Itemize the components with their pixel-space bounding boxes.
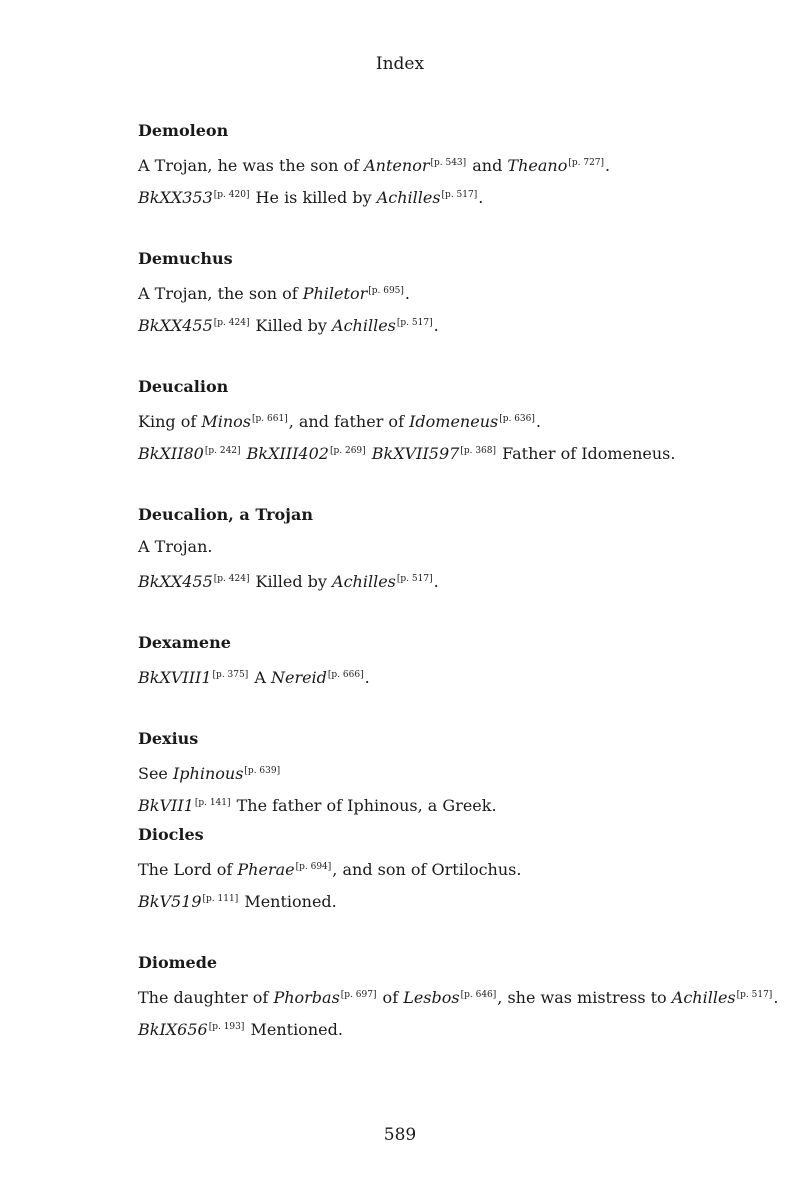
- page-reference: [p. 636]: [499, 414, 535, 424]
- page-reference: [p. 639]: [244, 766, 281, 776]
- entry-text: A Trojan, he was the son of: [138, 156, 365, 175]
- entry-text: A: [249, 668, 271, 687]
- entry-text: King of: [138, 412, 202, 431]
- page-reference: [p. 424]: [213, 318, 250, 328]
- cross-reference-link[interactable]: BkXX353: [138, 188, 213, 207]
- entry-line: [138, 535, 758, 559]
- entry-title: Demuchus: [138, 249, 233, 268]
- cross-reference-link[interactable]: Achilles: [376, 188, 441, 207]
- page-reference: [p. 517]: [736, 990, 773, 1000]
- entry-text: , and father of: [288, 412, 410, 431]
- cross-reference-link[interactable]: BkIX656: [138, 1020, 208, 1039]
- entry-text: .: [433, 316, 439, 335]
- cross-reference-link[interactable]: Antenor: [364, 156, 430, 175]
- cross-reference-link[interactable]: Idomeneus: [409, 412, 499, 431]
- page-reference: [p. 517]: [396, 318, 433, 328]
- entry-text: The father of Iphinous, a Greek.: [231, 796, 497, 815]
- cross-reference-link[interactable]: BkXVIII1: [138, 668, 212, 687]
- page-reference: [p. 375]: [212, 670, 249, 680]
- cross-reference-link[interactable]: Lesbos: [403, 988, 460, 1007]
- entry-title: Deucalion: [138, 377, 229, 396]
- cross-reference-link[interactable]: Pherae: [237, 860, 295, 879]
- page-reference: [p. 141]: [194, 798, 231, 808]
- page-reference: [p. 269]: [329, 446, 366, 456]
- cross-reference-link[interactable]: Philetor: [302, 284, 368, 303]
- page-reference: [p. 517]: [441, 190, 478, 200]
- cross-reference-link[interactable]: BkVII1: [138, 796, 194, 815]
- entry-text: He is killed by: [250, 188, 377, 207]
- index-entry: [138, 247, 758, 375]
- entry-line: [138, 151, 758, 175]
- entry-text: .: [404, 284, 410, 303]
- entry-text: Killed by: [250, 316, 333, 335]
- page-reference: [p. 193]: [208, 1022, 245, 1032]
- running-header: Index: [375, 54, 425, 74]
- cross-reference-link[interactable]: Nereid: [270, 668, 327, 687]
- entry-text: Mentioned.: [245, 1020, 343, 1039]
- entry-text: A Trojan.: [138, 537, 213, 556]
- page-reference: [p. 424]: [213, 574, 250, 584]
- entry-line: [138, 279, 758, 303]
- cross-reference-link[interactable]: Minos: [201, 412, 251, 431]
- entry-title: Dexamene: [138, 633, 231, 652]
- page-reference: [p. 666]: [327, 670, 364, 680]
- page-reference: [p. 420]: [213, 190, 250, 200]
- cross-reference-link[interactable]: Theano: [507, 156, 568, 175]
- cross-reference-link[interactable]: BkXII80: [138, 444, 204, 463]
- entry-title: Diocles: [138, 825, 204, 844]
- entry-text: The Lord of: [138, 860, 238, 879]
- page-reference: [p. 517]: [396, 574, 433, 584]
- index-entry: [138, 631, 758, 727]
- index-entry: [138, 375, 758, 503]
- entry-text: and: [467, 156, 508, 175]
- entry-text: .: [364, 668, 370, 687]
- index-entry: [138, 727, 758, 823]
- entry-line: [138, 855, 758, 879]
- entry-text: A Trojan, the son of: [138, 284, 303, 303]
- entry-text: .: [605, 156, 611, 175]
- entry-title: Deucalion, a Trojan: [138, 505, 313, 524]
- cross-reference-link[interactable]: BkXIII402: [246, 444, 329, 463]
- page-reference: [p. 727]: [568, 158, 605, 168]
- cross-reference-link[interactable]: Achilles: [332, 572, 396, 591]
- cross-reference-link[interactable]: Achilles: [332, 316, 396, 335]
- entry-title: Dexius: [138, 729, 199, 748]
- entry-line: [138, 183, 758, 207]
- cross-reference-link[interactable]: BkXX455: [138, 316, 213, 335]
- entry-line: [138, 407, 758, 431]
- cross-reference-link[interactable]: BkXX455: [138, 572, 213, 591]
- entry-text: Mentioned.: [239, 892, 337, 911]
- cross-reference-link[interactable]: BkXVII597: [371, 444, 460, 463]
- entry-line: [138, 439, 758, 463]
- page-reference: [p. 111]: [202, 894, 239, 904]
- page-reference: [p. 661]: [252, 414, 288, 424]
- index-entry: [138, 503, 758, 631]
- entry-line: [138, 1015, 758, 1039]
- entry-text: .: [535, 412, 541, 431]
- page-number: 589: [383, 1125, 417, 1145]
- index-entries: [138, 119, 779, 1079]
- cross-reference-link[interactable]: Iphinous: [172, 764, 244, 783]
- index-entry: [138, 951, 779, 1079]
- page-reference: [p. 242]: [204, 446, 241, 456]
- entry-text: .: [773, 988, 779, 1007]
- entry-line: [138, 759, 758, 783]
- page-reference: [p. 646]: [460, 990, 497, 1000]
- page-reference: [p. 697]: [340, 990, 377, 1000]
- entry-text: The daughter of: [138, 988, 274, 1007]
- entry-text: of: [377, 988, 404, 1007]
- entry-text: , and son of Ortilochus.: [332, 860, 522, 879]
- entry-line: [138, 887, 758, 911]
- cross-reference-link[interactable]: BkV519: [138, 892, 202, 911]
- entry-line: [138, 567, 758, 591]
- entry-line: [138, 663, 758, 687]
- entry-text: Killed by: [250, 572, 333, 591]
- cross-reference-link[interactable]: Achilles: [671, 988, 736, 1007]
- entry-line: [138, 791, 758, 815]
- page-reference: [p. 694]: [295, 862, 332, 872]
- entry-text: See: [138, 764, 173, 783]
- index-entry: [138, 119, 758, 247]
- entry-text: .: [433, 572, 439, 591]
- entry-text: , she was mistress to: [497, 988, 672, 1007]
- page-reference: [p. 543]: [430, 158, 467, 168]
- entry-line: [138, 311, 758, 335]
- index-entry: [138, 823, 758, 951]
- entry-line: [138, 983, 779, 1007]
- page-reference: [p. 695]: [368, 286, 404, 296]
- cross-reference-link[interactable]: Phorbas: [273, 988, 340, 1007]
- entry-text: Father of Idomeneus.: [497, 444, 676, 463]
- page-reference: [p. 368]: [460, 446, 497, 456]
- entry-title: Demoleon: [138, 121, 229, 140]
- entry-text: .: [478, 188, 484, 207]
- entry-title: Diomede: [138, 953, 218, 972]
